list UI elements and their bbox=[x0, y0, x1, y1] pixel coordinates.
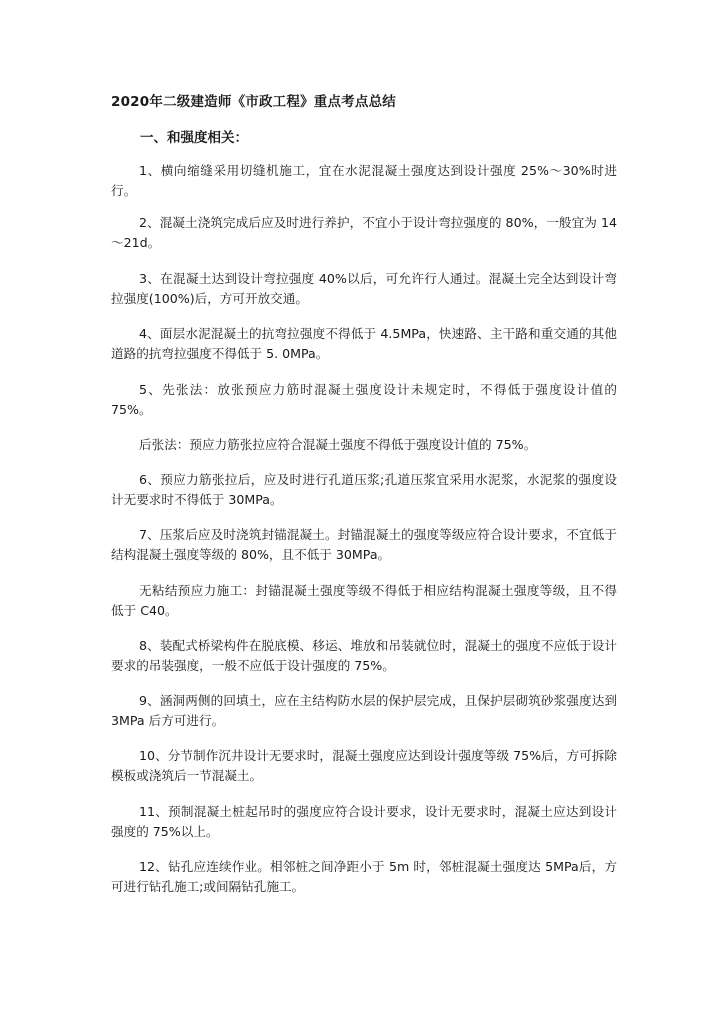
paragraph-7: 7、压浆后应及时浇筑封锚混凝土。封锚混凝土的强度等级应符合设计要求，不宜低于结构混凝土强度等级的 80%，且不低于 30MPa。 bbox=[111, 527, 617, 562]
paragraph-4: 4、面层水泥混凝土的抗弯拉强度不得低于 4.5MPa，快速路、主干路和重交通的其他道路的抗弯拉强度不得低于 5. 0MPa。 bbox=[111, 326, 617, 361]
paragraph-9: 9、涵洞两侧的回填土，应在主结构防水层的保护层完成，且保护层砌筑砂浆强度达到 3MPa 后方可进行。 bbox=[111, 693, 617, 728]
paragraph-12: 12、钻孔应连续作业。相邻桩之间净距小于 5m 时，邻桩混凝土强度达 5MPa后，方可进行钻孔施工;或间隔钻孔施工。 bbox=[111, 859, 617, 894]
paragraph-8: 8、装配式桥梁构件在脱底模、移运、堆放和吊装就位时，混凝土的强度不应低于设计要求的吊装强度，一般不应低于设计强度的 75%。 bbox=[111, 638, 617, 673]
document-title: 2020年二级建造师《市政工程》重点考点总结 bbox=[111, 94, 396, 110]
paragraph-5-posttension: 后张法：预应力筋张拉应符合混凝土强度不得低于强度设计值的 75%。 bbox=[139, 437, 537, 452]
paragraph-1: 1、横向缩缝采用切缝机施工，宜在水泥混凝土强度达到设计强度 25%～30%时进行。 bbox=[111, 163, 617, 198]
paragraph-6: 6、预应力筋张拉后，应及时进行孔道压浆;孔道压浆宜采用水泥浆，水泥浆的强度设计无要求时不得低于 30MPa。 bbox=[111, 472, 617, 507]
paragraph-5: 5、先张法：放张预应力筋时混凝土强度设计未规定时，不得低于强度设计值的 75%。 bbox=[111, 382, 617, 417]
paragraph-3: 3、在混凝土达到设计弯拉强度 40%以后，可允许行人通过。混凝土完全达到设计弯拉强度(100%)后，方可开放交通。 bbox=[111, 271, 617, 306]
paragraph-2: 2、混凝土浇筑完成后应及时进行养护，不宜小于设计弯拉强度的 80%，一般宜为 14～21d。 bbox=[111, 215, 617, 250]
paragraph-11: 11、预制混凝土桩起吊时的强度应符合设计要求，设计无要求时，混凝土应达到设计强度的 75%以上。 bbox=[111, 804, 617, 839]
section-heading: 一、和强度相关： bbox=[140, 130, 248, 146]
paragraph-10: 10、分节制作沉井设计无要求时，混凝土强度应达到设计强度等级 75%后，方可拆除模板或浇筑后一节混凝土。 bbox=[111, 748, 617, 783]
paragraph-7-unbonded: 无粘结预应力施工：封锚混凝土强度等级不得低于相应结构混凝土强度等级，且不得低于 C40。 bbox=[111, 583, 617, 618]
